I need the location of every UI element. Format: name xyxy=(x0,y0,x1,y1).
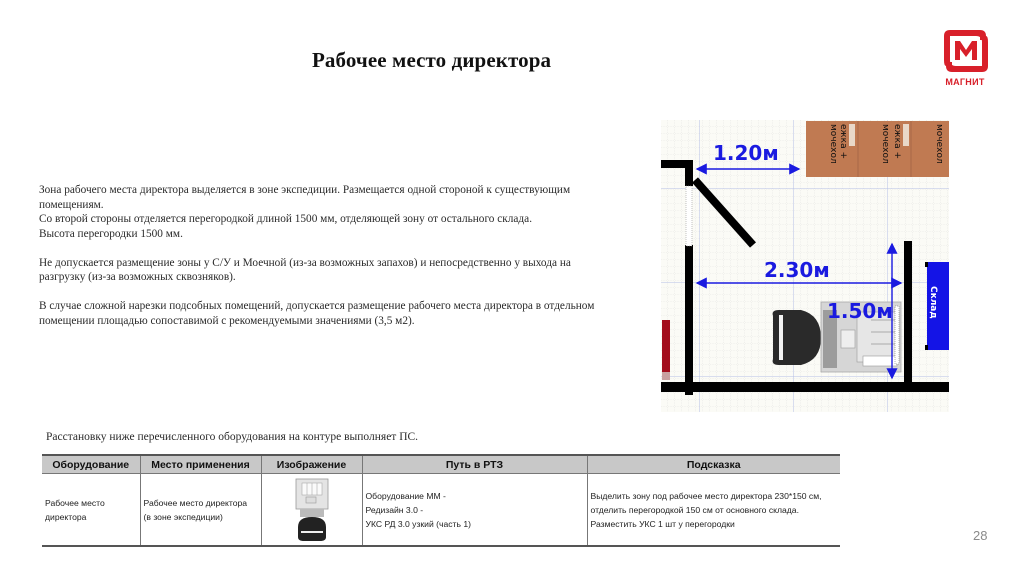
header-path: Путь в РТЗ xyxy=(362,455,587,474)
paragraph-exception: В случае сложной нарезки подсобных помещений, допускается размещение рабочего места директора в отдельном помещении площадью сопоставимой с рекомендуемыми значениями (3,5 м2). xyxy=(39,300,595,327)
shelf-label-3: мочехол xyxy=(934,124,944,164)
page-number: 28 xyxy=(973,528,988,543)
storage-room xyxy=(925,262,949,350)
cell-path: Оборудование ММ - Редизайн 3.0 - УКС РД 3.0 узкий (часть 1) xyxy=(362,474,587,547)
paragraph-restrictions: Не допускается размещение зоны у С/У и Моечной (из-за возможных запахов) и непосредственно у выхода на разгрузку (из-за возможных сквозняков). xyxy=(39,256,571,283)
shelves xyxy=(806,121,949,177)
magnit-m-logo-icon xyxy=(940,26,992,76)
equipment-table xyxy=(42,454,840,547)
shelf-label-1: мочехол xyxy=(828,124,838,164)
header-image: Изображение xyxy=(261,455,362,474)
shelf-label-1-sub: ежка + xyxy=(838,124,848,159)
header-equipment: Оборудование xyxy=(42,455,140,474)
shelf-label-2: мочехол xyxy=(880,124,890,164)
cell-equipment: Рабочее место директора xyxy=(42,474,140,547)
logo-text: МАГНИТ xyxy=(945,77,985,87)
header-hint: Подсказка xyxy=(587,455,840,474)
director-workstation-thumbnail xyxy=(292,477,332,543)
cell-location: Рабочее место директора (в зоне экспедиции) xyxy=(140,474,261,547)
room-label: Склад xyxy=(928,286,938,319)
red-block xyxy=(662,320,670,372)
cell-image xyxy=(261,474,362,547)
table-row xyxy=(42,474,840,547)
shelf-label-2-sub: ежка + xyxy=(892,124,902,159)
dimension-2-30: 2.30м xyxy=(764,258,830,282)
header-location: Место применения xyxy=(140,455,261,474)
installation-note: Расстановку ниже перечисленного оборудования на контуре выполняет ПС. xyxy=(46,431,419,443)
paragraph-height: Высота перегородки 1500 мм. xyxy=(39,227,183,240)
table-header-row xyxy=(42,455,840,474)
page-title: Рабочее место директора xyxy=(312,48,552,72)
paragraph-zone: Зона рабочего места директора выделяется в зоне экспедиции. Размещается одной стороной к существующим помещениям. xyxy=(39,184,571,211)
dimension-1-50: 1.50м xyxy=(827,299,893,323)
cell-hint: Выделить зону под рабочее место директора 230*150 см, отделить перегородкой 150 см от основного склада. Разместить УКС 1 шт у перегородки xyxy=(587,474,840,547)
description-text xyxy=(39,183,614,343)
dimension-1-20: 1.20м xyxy=(713,141,779,165)
chair xyxy=(773,310,821,365)
floor-plan-diagram xyxy=(661,120,949,412)
paragraph-partition: Со второй стороны отделяется перегородкой длиной 1500 мм, отделяющей зону от остального склада. xyxy=(39,213,533,225)
